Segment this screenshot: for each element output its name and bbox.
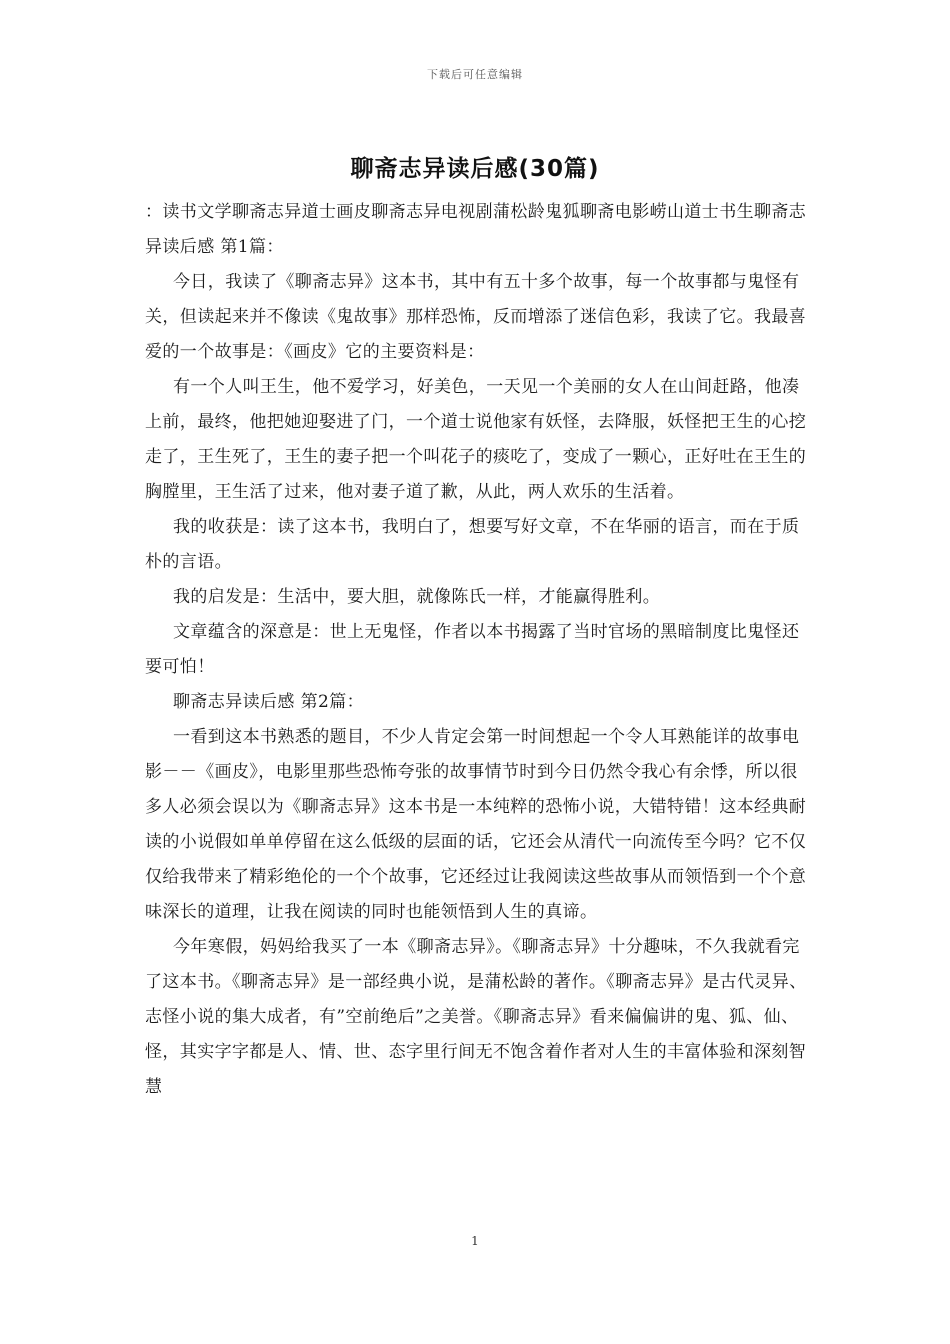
- paragraph: 今年寒假，妈妈给我买了一本《聊斋志异》。《聊斋志异》十分趣味，不久我就看完了这本书。《聊斋志异》是一部经典小说，是蒲松龄的著作。《聊斋志异》是古代灵异、志怪小说的集大成者，有”空前绝后”之美誉。《聊斋志异》看来偏偏讲的鬼、狐、仙、怪，其实字字都是人、情、世、态字里行间无不饱含着作者对人生的丰富体验和深刻智慧: [145, 937, 807, 1097]
- header-note: 下载后可任意编辑: [427, 68, 523, 81]
- paragraph: 今日，我读了《聊斋志异》这本书，其中有五十多个故事，每一个故事都与鬼怪有关，但读起来并不像读《鬼故事》那样恐怖，反而增添了迷信色彩，我读了它。我最喜爱的一个故事是：《画皮》它的主要资料是：: [145, 272, 807, 362]
- paragraph: 有一个人叫王生，他不爱学习，好美色，一天见一个美丽的女人在山间赶路，他凑上前，最终，他把她迎娶进了门，一个道士说他家有妖怪，去降服，妖怪把王生的心挖走了，王生死了，王生的妻子把一个叫花子的痰吃了，变成了一颗心，正好吐在王生的胸膛里，王生活了过来，他对妻子道了歉，从此，两人欢乐的生活着。: [145, 377, 807, 502]
- paragraph-keywords: ：读书文学聊斋志异道士画皮聊斋志异电视剧蒲松龄鬼狐聊斋电影崂山道士书生聊斋志异读后感 第1篇：: [145, 202, 807, 257]
- paragraph: 我的启发是：生活中，要大胆，就像陈氏一样，才能赢得胜利。: [173, 587, 661, 607]
- paragraph: 文章蕴含的深意是：世上无鬼怪，作者以本书揭露了当时官场的黑暗制度比鬼怪还要可怕！: [145, 622, 800, 677]
- page-number: 1: [471, 1234, 479, 1248]
- document-title: 聊斋志异读后感(30篇): [350, 156, 600, 182]
- paragraph: 我的收获是：读了这本书，我明白了，想要写好文章，不在华丽的语言，而在于质朴的言语。: [145, 517, 800, 572]
- section-heading: 聊斋志异读后感 第2篇：: [173, 692, 365, 712]
- paragraph: 一看到这本书熟悉的题目，不少人肯定会第一时间想起一个令人耳熟能详的故事电影－－《画皮》，电影里那些恐怖夸张的故事情节时到今日仍然令我心有余悸，所以很多人必须会误以为《聊斋志异》这本书是一本纯粹的恐怖小说，大错特错！这本经典耐读的小说假如单单停留在这么低级的层面的话，它还会从清代一向流传至今吗？它不仅仅给我带来了精彩绝伦的一个个故事，它还经过让我阅读这些故事从而领悟到一个个意味深长的道理，让我在阅读的同时也能领悟到人生的真谛。: [145, 727, 807, 922]
- document-body: [145, 195, 811, 1105]
